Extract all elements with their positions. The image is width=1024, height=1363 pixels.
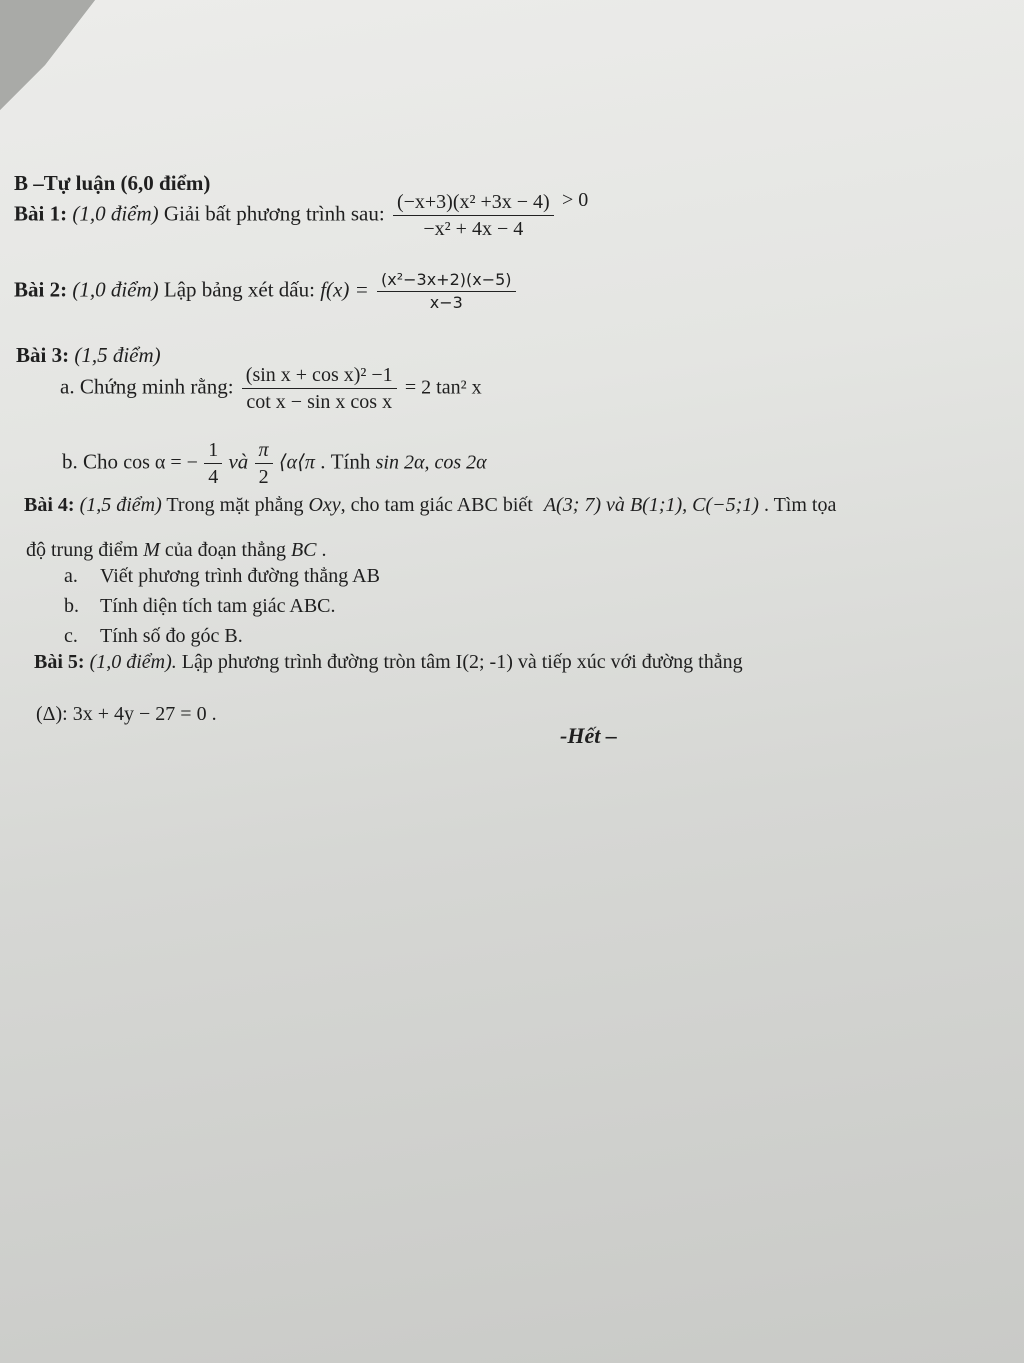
bai3b-cos: cos α = − [123,451,198,474]
bai4-pointsBC: B(1;1), C(−5;1) [629,494,759,516]
bai4-va: và [606,494,625,516]
bai4-points: (1,5 điểm) [79,494,162,516]
bai2-fraction [377,272,516,311]
bai5-equation: (Δ): 3x + 4y − 27 = 0 . [36,703,217,725]
bai4-line2 [26,540,327,560]
bai4-line2b: của đoạn thẳng [164,539,286,561]
bai2-lhs: f(x) = [320,277,369,302]
bai3b-line [62,440,487,487]
bai1-label: Bài 1: [14,201,68,226]
bai4-item-c-text: Tính số đo góc B. [100,625,243,647]
bai4-item-a-text: Viết phương trình đường thẳng AB [100,565,380,587]
bai3b-frac1 [204,440,222,487]
bai3a-numerator: (sin x + cos x)² −1 [242,365,397,389]
bai4-item-c-marker: c. [64,625,78,647]
bai3b-va: và [228,449,249,474]
bai2-label: Bài 2: [14,277,68,302]
bai4-line1 [24,495,836,515]
bai4-pointA: A(3; 7) [543,494,602,516]
bai3b-frac2-num: π [255,440,273,464]
bai3a-rhs: = 2 tan² x [404,376,482,399]
bai4-oxy: Oxy [308,494,341,516]
bai4-line2a: độ trung điểm [26,539,139,561]
bai3-label: Bài 3: [16,343,70,367]
bai5-points: (1,0 điểm). [89,651,177,673]
bai4-M: M [143,539,160,561]
bai3-points: (1,5 điểm) [74,343,161,367]
bai1-numerator: (−x+3)(x² +3x − 4) [393,192,554,216]
bai3b-tinh: . Tính [320,449,371,474]
bai4-BC: BC [290,539,317,561]
bai3b-frac2 [255,440,273,487]
bai1-points: (1,0 điểm) [72,201,159,226]
bai1-denominator: −x² + 4x − 4 [423,218,524,240]
bai4-text1: Trong mặt phẳng [166,494,304,516]
bai2-denominator: x−3 [429,293,463,312]
end-marker: -Hết – [560,723,617,748]
bai4-label: Bài 4: [24,494,75,516]
bai4-line2c: . [321,539,327,561]
bai4-item-b [64,596,336,616]
bai3b-label: b. Cho [62,449,119,474]
bai1-text: Giải bất phương trình sau: [163,201,385,226]
bai3a-denominator: cot x − sin x cos x [246,391,393,413]
bai2-points: (1,0 điểm) [72,277,159,302]
bai4-item-a [64,566,380,586]
bai2-numerator: (x²−3x+2)(x−5) [377,272,516,292]
bai1-fraction [393,192,554,239]
bai1-line [14,189,589,240]
bai4-text3: . Tìm tọa [763,494,837,516]
bai3a-label: a. Chứng minh rằng: [60,374,234,399]
bai3b-frac2-den: 2 [258,466,269,488]
bai2-line [14,272,519,311]
bai4-item-b-marker: b. [64,595,79,617]
bai3b-frac1-den: 4 [208,466,219,488]
bai3b-frac1-num: 1 [204,440,222,464]
bai5-label: Bài 5: [34,651,85,673]
bai4-item-c [64,626,243,646]
bai4-item-b-text: Tính diện tích tam giác ABC. [100,595,336,617]
bai5-text: Lập phương trình đường tròn tâm I(2; -1) và tiếp xúc với đường thẳng [181,651,743,673]
bai3-line [16,345,161,366]
bai4-text2: , cho tam giác ABC biết [340,494,533,516]
bai2-text: Lập bảng xét dấu: [163,277,315,302]
bai1-relation: > 0 [561,189,589,212]
bai3b-range: ⟨α⟨π [278,451,315,474]
bai3a-fraction [242,365,397,412]
bai4-item-a-marker: a. [64,565,78,587]
bai5-line1 [34,652,743,672]
bai3b-expr: sin 2α, cos 2α [375,451,487,474]
section-title: B –Tự luận (6,0 điểm) [14,171,211,195]
bai3a-line [60,365,482,412]
